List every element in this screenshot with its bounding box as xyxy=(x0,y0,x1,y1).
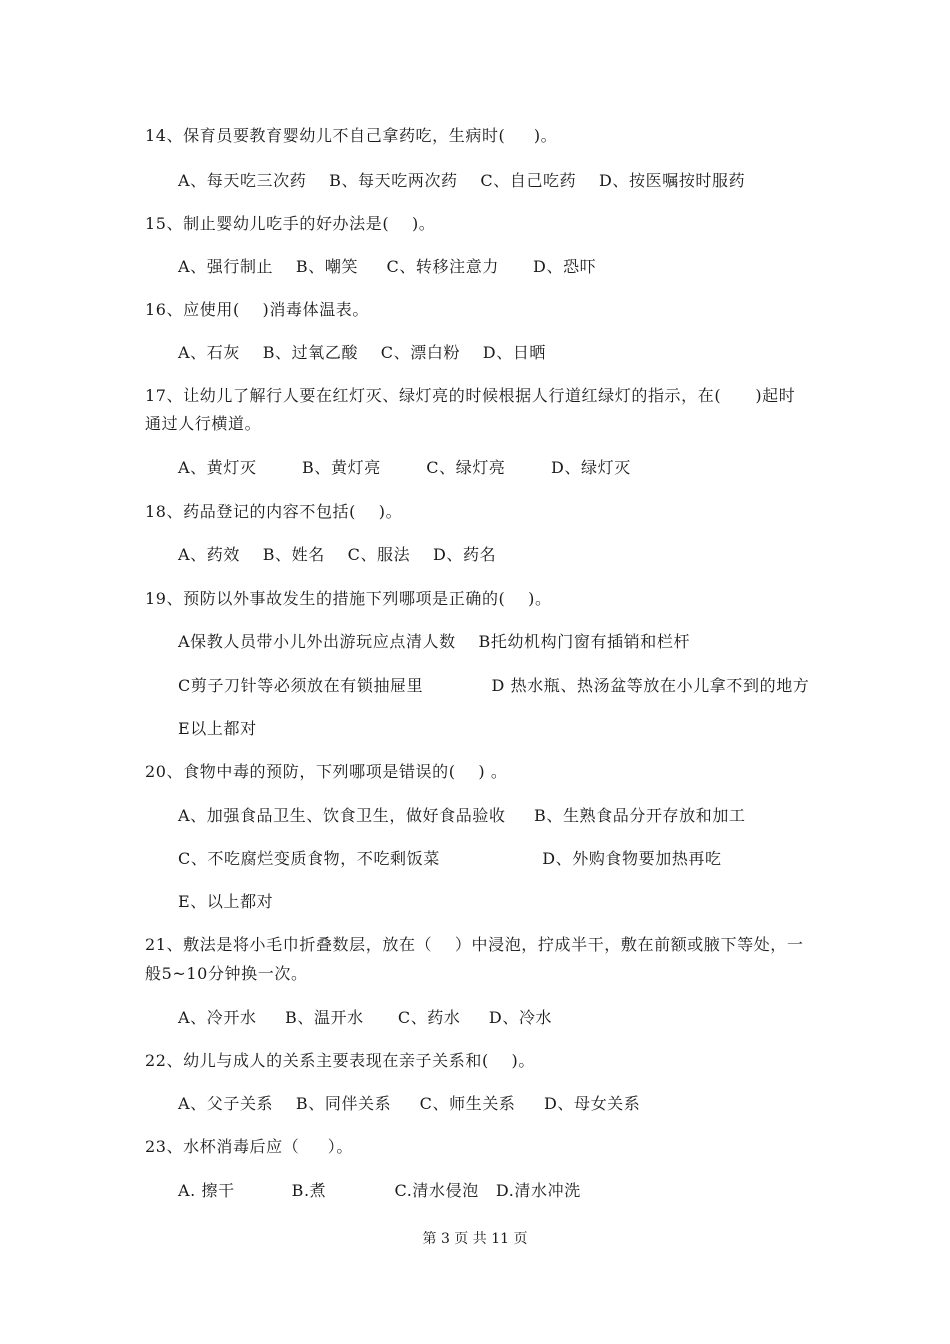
question-20: 20、食物中毒的预防，下列哪项是错误的( ) 。 xyxy=(145,762,508,781)
options-19-c: C剪子刀针等必须放在有锁抽屉里 D 热水瓶、热汤盆等放在小儿拿不到的地方 xyxy=(178,676,810,695)
options-16: A、石灰 B、过氧乙酸 C、漂白粉 D、日晒 xyxy=(178,343,547,362)
question-22: 22、幼儿与成人的关系主要表现在亲子关系和( )。 xyxy=(145,1051,535,1070)
options-15: A、强行制止 B、嘲笑 C、转移注意力 D、恐吓 xyxy=(178,257,597,276)
options-14: A、每天吃三次药 B、每天吃两次药 C、自己吃药 D、按医嘱按时服药 xyxy=(178,171,746,190)
options-19-e: E以上都对 xyxy=(178,719,257,738)
question-16: 16、应使用( )消毒体温表。 xyxy=(145,300,369,319)
question-14: 14、保育员要教育婴幼儿不自己拿药吃，生病时( )。 xyxy=(145,126,558,145)
page-footer: 第 3 页 共 11 页 xyxy=(422,1231,528,1247)
options-21: A、冷开水 B、温开水 C、药水 D、冷水 xyxy=(178,1008,553,1027)
question-18: 18、药品登记的内容不包括( )。 xyxy=(145,502,403,521)
question-19: 19、预防以外事故发生的措施下列哪项是正确的( )。 xyxy=(145,589,552,608)
question-17-cont: 通过人行横道。 xyxy=(145,414,262,433)
options-17: A、黄灯灭 B、黄灯亮 C、绿灯亮 D、绿灯灭 xyxy=(178,458,631,477)
question-21-cont: 般5~10分钟换一次。 xyxy=(145,964,308,983)
options-20-a: A、加强食品卫生、饮食卫生，做好食品验收 B、生熟食品分开存放和加工 xyxy=(178,806,746,825)
question-15: 15、制止婴幼儿吃手的好办法是( )。 xyxy=(145,214,436,233)
question-23: 23、水杯消毒后应（ ）。 xyxy=(145,1137,353,1156)
options-19-a: A保教人员带小儿外出游玩应点清人数 B托幼机构门窗有插销和栏杆 xyxy=(178,632,691,651)
options-18: A、药效 B、姓名 C、服法 D、药名 xyxy=(178,545,497,564)
options-22: A、父子关系 B、同伴关系 C、师生关系 D、母女关系 xyxy=(178,1094,641,1113)
options-20-e: E、以上都对 xyxy=(178,892,274,911)
question-17: 17、让幼儿了解行人要在红灯灭、绿灯亮的时候根据人行道红绿灯的指示，在( )起时 xyxy=(145,386,796,405)
options-20-c: C、不吃腐烂变质食物，不吃剩饭菜 D、外购食物要加热再吃 xyxy=(178,849,722,868)
options-23: A. 擦干 B.煮 C.清水侵泡 D.清水冲洗 xyxy=(178,1181,581,1200)
question-21: 21、敷法是将小毛巾折叠数层，放在（ ）中浸泡，拧成半干，敷在前额或腋下等处，一 xyxy=(145,935,804,954)
